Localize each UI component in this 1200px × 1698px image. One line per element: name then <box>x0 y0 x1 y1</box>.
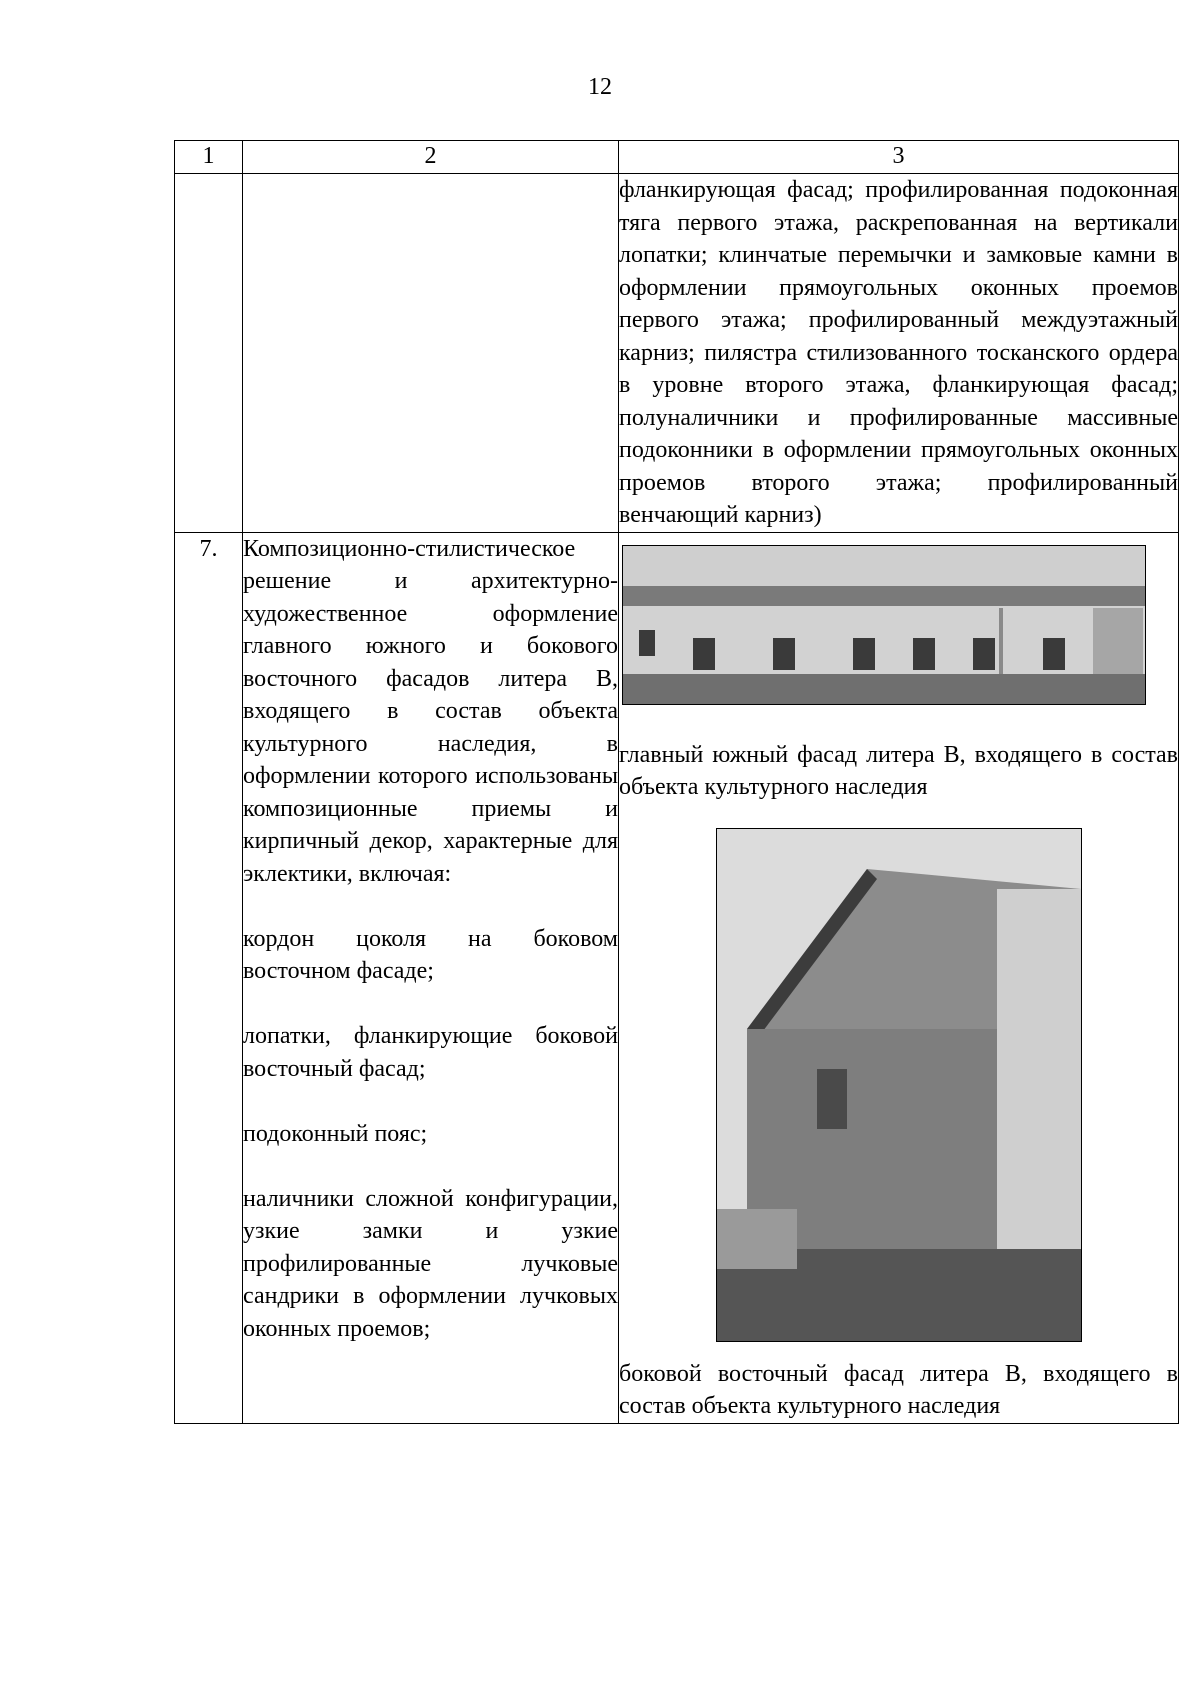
row-7-item-1: кордон цоколя на боковом восточном фасаде; <box>243 925 618 984</box>
row-7-item-4: наличники сложной конфигурации, узкие замки и узкие профилированные лучковые сандрики в оформлении лучковых оконных проемов; <box>243 1185 618 1342</box>
continuation-col-2 <box>243 174 619 533</box>
row-7-intro: Композиционно-стилистическое решение и архитектурно-художественное оформление главного южного и бокового восточного фасадов литера В, входящего в состав объекта культурного наследия, в оформлении которого использованы композиционные приемы и кирпичный декор, характерные для эклектики, включая: <box>243 535 618 887</box>
table-header-row <box>175 141 1179 174</box>
heritage-table <box>174 140 1179 1424</box>
continuation-text: фланкирующая фасад; профилированная подоконная тяга первого этажа, раскрепованная на вертикали лопатки; клинчатые перемычки и замковые камни в оформлении прямоугольных оконных проемов первого этажа; профилированный междуэтажный карниз; пилястра стилизованного тосканского ордера в уровне второго этажа, фланкирующая фасад; полуналичники и профилированные массивные подоконники в оформлении прямоугольных оконных проемов второго этажа; профилированный венчающий карниз) <box>619 177 1178 528</box>
row-7-item-3: подоконный пояс; <box>243 1120 428 1147</box>
row-7-number: 7. <box>175 532 243 1423</box>
table-row-continuation <box>175 174 1179 533</box>
row-7-item-2: лопатки, фланкирующие боковой восточный фасад; <box>243 1023 618 1082</box>
photo-east-caption: боковой восточный фасад литера В, входящего в состав объекта культурного наследия <box>619 1360 1178 1419</box>
continuation-col-1 <box>175 174 243 533</box>
header-col-1: 1 <box>175 141 243 174</box>
photo-south-caption: главный южный фасад литера В, входящего в состав объекта культурного наследия <box>619 741 1178 800</box>
photo-east-facade <box>716 828 1082 1342</box>
photo-south-facade <box>622 545 1146 705</box>
row-7-description <box>243 532 619 1423</box>
row-7-photos <box>619 532 1179 1423</box>
page-number: 12 <box>588 74 612 100</box>
header-col-2: 2 <box>243 141 619 174</box>
table-row-7 <box>175 532 1179 1423</box>
continuation-col-3 <box>619 174 1179 533</box>
header-col-3: 3 <box>619 141 1179 174</box>
